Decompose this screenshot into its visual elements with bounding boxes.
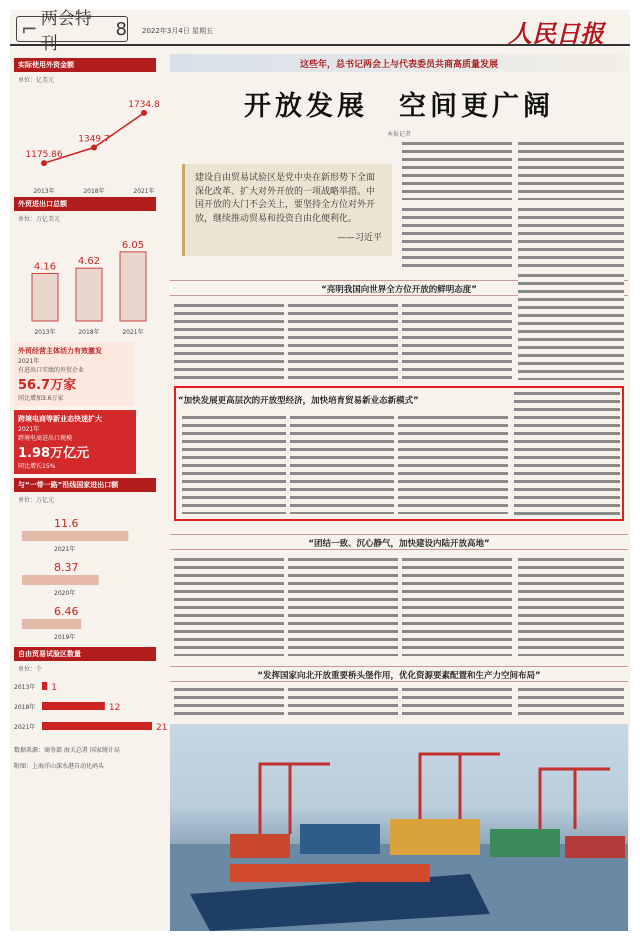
main-article xyxy=(170,54,628,931)
quote-text: 建设自由贸易试验区是党中央在新形势下全面深化改革、扩大对外开放的一项战略举措。中国开放的大门不会关上，要坚持全方位对外开放，继续推动贸易和投资自由化便利化。 xyxy=(195,173,376,224)
ftz-heading: 自由贸易试验区数量 xyxy=(14,647,156,661)
trade-entities-desc: 有进出口实绩的外贸企业 xyxy=(18,367,85,374)
foreign-capital-unit: 单位：亿美元 xyxy=(18,77,55,84)
data-label: 6.46 xyxy=(54,605,79,618)
bar xyxy=(42,682,47,690)
text-column xyxy=(174,686,284,720)
trade-entities-title: 外贸经营主体活力有效激发 xyxy=(18,347,102,355)
data-point xyxy=(141,110,147,116)
text-column xyxy=(514,390,620,516)
data-source-credits: 数据来源：商务部 海关总署 国家统计局 xyxy=(14,747,120,754)
section-title: 两会特刊 xyxy=(40,9,92,54)
ecommerce-value: 1.98万亿元 xyxy=(18,446,90,461)
pull-quote xyxy=(182,164,392,256)
tick-label: 2018年 xyxy=(78,329,100,336)
foreign-capital-chart xyxy=(14,87,164,197)
text-column xyxy=(518,686,624,720)
data-label: 1349.7 xyxy=(78,134,110,145)
ftz-unit: 单位：个 xyxy=(18,666,43,673)
section-heading-4: “发挥国家向北开放重要桥头堡作用，优化资源要素配置和生产力空间布局” xyxy=(170,666,628,682)
bar xyxy=(22,575,99,585)
bar xyxy=(120,252,146,321)
issue-date: 2022年3月4日 星期五 xyxy=(142,27,213,35)
tick-label: 2013年 xyxy=(33,188,55,195)
belt-road-heading: 与“一带一路”沿线国家进出口额 xyxy=(14,478,156,492)
text-column xyxy=(402,302,512,380)
text-column xyxy=(288,302,398,380)
tick-label: 2021年 xyxy=(54,546,76,553)
corner-bracket-icon: ⌐ xyxy=(21,17,38,41)
data-point xyxy=(91,145,97,151)
tick-label: 2019年 xyxy=(54,634,76,641)
section-heading-3: “团结一致、沉心静气，加快建设内陆开放高地” xyxy=(170,534,628,550)
text-column xyxy=(182,414,286,514)
ecommerce-desc: 跨境电商进出口规模 xyxy=(18,435,73,442)
trade-heading: 外贸进出口总额 xyxy=(14,197,156,211)
text-column xyxy=(518,140,624,200)
ecommerce-title: 跨境电商等新业态快速扩大 xyxy=(18,415,102,423)
text-column xyxy=(402,686,512,720)
infographic-sidebar xyxy=(14,58,168,893)
text-column xyxy=(174,302,284,380)
newspaper-page xyxy=(10,10,630,931)
data-label: 1734.8 xyxy=(128,99,160,110)
container-port-illustration xyxy=(170,724,628,931)
photo-note: 附图：上海洋山深水港自动化码头 xyxy=(14,762,105,770)
text-column xyxy=(402,140,512,200)
text-column xyxy=(518,556,624,656)
text-column xyxy=(288,556,398,656)
bar xyxy=(22,619,81,629)
ecommerce-growth: 同比增长15% xyxy=(18,463,56,470)
tick-label: 2013年 xyxy=(14,684,36,691)
foreign-capital-heading: 实际使用外资金额 xyxy=(14,58,156,72)
data-label: 4.16 xyxy=(33,261,57,273)
series-banner: 这些年，总书记两会上与代表委员共商高质量发展 xyxy=(170,54,628,72)
data-label: 12 xyxy=(108,703,121,713)
tick-label: 2021年 xyxy=(122,329,144,336)
quote-author: ——习近平 xyxy=(336,233,382,243)
bar xyxy=(42,702,105,710)
tick-label: 2018年 xyxy=(14,704,36,711)
data-label: 4.62 xyxy=(77,256,101,268)
belt-road-chart xyxy=(14,507,164,647)
headline: 开放发展 空间更广阔 xyxy=(244,91,554,122)
tick-label: 2021年 xyxy=(133,188,155,195)
belt-road-unit: 单位：万亿元 xyxy=(18,497,55,504)
data-label: 1175.86 xyxy=(25,150,63,161)
bar xyxy=(76,268,102,321)
text-column xyxy=(402,556,512,656)
bar xyxy=(32,273,58,321)
text-column xyxy=(518,272,624,380)
ecommerce-year: 2021年 xyxy=(18,426,40,433)
section-badge xyxy=(16,9,128,54)
data-label: 6.05 xyxy=(121,239,145,251)
ftz-chart xyxy=(14,676,168,740)
bar xyxy=(22,531,128,541)
bar xyxy=(42,722,152,730)
trade-entities-box xyxy=(14,342,134,406)
trade-chart xyxy=(14,226,164,338)
masthead xyxy=(10,9,630,54)
data-label: 1 xyxy=(51,683,57,693)
section-heading-1: “亮明我国向世界全方位开放的鲜明态度” xyxy=(170,280,628,296)
data-label: 21 xyxy=(156,723,168,733)
trade-unit: 单位：万亿美元 xyxy=(18,216,61,223)
trade-entities-growth: 同比增加3.6万家 xyxy=(18,395,64,402)
ecommerce-box xyxy=(14,410,136,474)
text-column xyxy=(518,206,624,270)
tick-label: 2020年 xyxy=(54,590,76,597)
tick-label: 2018年 xyxy=(83,188,105,195)
text-column xyxy=(288,686,398,720)
data-point xyxy=(41,160,47,166)
text-column xyxy=(290,414,394,514)
text-column xyxy=(402,206,512,270)
tick-label: 2021年 xyxy=(14,724,36,731)
trade-entities-value: 56.7万家 xyxy=(18,378,77,393)
newspaper-logo: 人民日报 xyxy=(508,19,604,48)
text-column xyxy=(174,556,284,656)
text-column xyxy=(398,414,508,514)
port-photo xyxy=(170,724,628,931)
page-number: 8 xyxy=(115,18,127,40)
data-label: 8.37 xyxy=(54,561,79,574)
tick-label: 2013年 xyxy=(34,329,56,336)
section-heading-2: “加快发展更高层次的开放型经济，加快培育贸易新业态新模式” xyxy=(178,396,419,406)
trade-entities-year: 2021年 xyxy=(18,358,40,365)
data-label: 11.6 xyxy=(54,517,79,530)
byline: 本报记者 xyxy=(386,131,411,138)
